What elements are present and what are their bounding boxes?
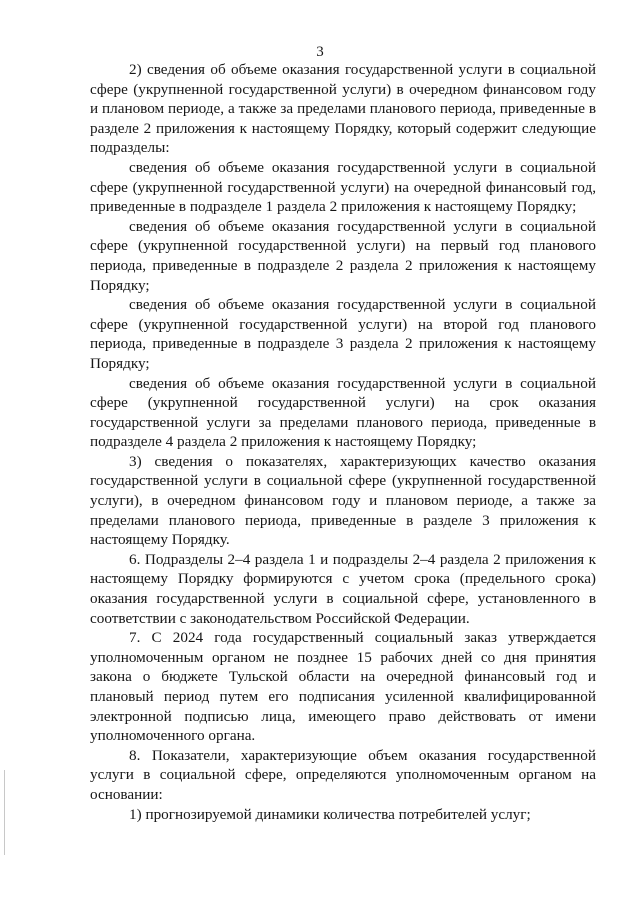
paragraph-subsection-4: сведения об объеме оказания государственной услуги в социальной сфере (укрупненной государственной услуги) на срок оказания государственной услуги за пределами планового периода, приведенные в подразделе 4 раздела 2 приложения к настоящему Порядку; (90, 374, 596, 451)
paragraph-clause-6: 6. Подразделы 2–4 раздела 1 и подразделы 2–4 раздела 2 приложения к настоящему Порядку формируются с учетом срока (предельного срока) оказания государственной услуги в социальной сфере, установленного в соответствии с законодательством Российской Федерации. (90, 550, 596, 627)
page-number: 3 (316, 44, 324, 60)
document-body (90, 60, 596, 824)
paragraph-subsection-2: сведения об объеме оказания государственной услуги в социальной сфере (укрупненной государственной услуги) на первый год планового периода, приведенные в подразделе 2 раздела 2 приложения к настоящему Порядку; (90, 217, 596, 294)
paragraph-subsection-1: сведения об объеме оказания государственной услуги в социальной сфере (укрупненной государственной услуги) на очередной финансовый год, приведенные в подразделе 1 раздела 2 приложения к настоящему Порядку; (90, 158, 596, 216)
paragraph-item-2-volume-info: 2) сведения об объеме оказания государственной услуги в социальной сфере (укрупненной государственной услуги) в очередном финансовом году и плановом периоде, а также за пределами планового периода, приведенные в разделе 2 приложения к настоящему Порядку, который содержит следующие подразделы: (90, 61, 596, 157)
paragraph-subsection-3: сведения об объеме оказания государственной услуги в социальной сфере (укрупненной государственной услуги) на второй год планового периода, приведенные в подразделе 3 раздела 2 приложения к настоящему Порядку; (90, 296, 596, 372)
scan-edge-mark (4, 770, 5, 855)
paragraph-clause-8-item-1: 1) прогнозируемой динамики количества потребителей услуг; (129, 805, 531, 823)
paragraph-clause-8: 8. Показатели, характеризующие объем оказания государственной услуги в социальной сфере, определяются уполномоченным органом на основании: (90, 746, 596, 803)
paragraph-item-3-quality-info: 3) сведения о показателях, характеризующих качество оказания государственной услуги в социальной сфере (укрупненной государственной услуги), в очередном финансовом году и плановом периоде, а также за пределами планового периода, приведенные в разделе 3 приложения к настоящему Порядку. (90, 452, 596, 549)
paragraph-clause-7: 7. С 2024 года государственный социальный заказ утверждается уполномоченным органом не позднее 15 рабочих дней со дня принятия закона о бюджете Тульской области на очередной финансовый год и плановый период путем его подписания усиленной квалифицированной электронной подписью лица, имеющего право действовать от имени уполномоченного органа. (90, 629, 596, 745)
